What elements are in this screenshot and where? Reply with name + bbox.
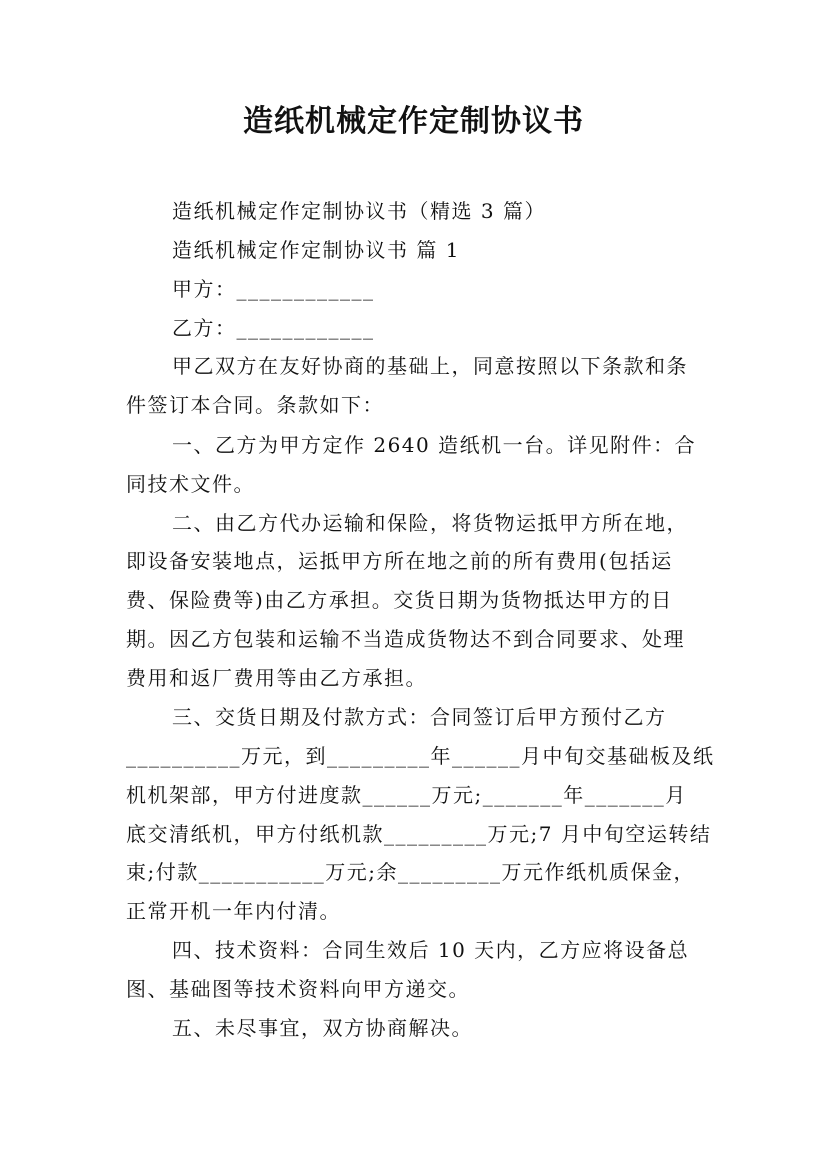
paragraph-line: 正常开机一年内付清。 (126, 899, 341, 923)
paragraph-line: 图、基础图等技术资料向甲方递交。 (126, 977, 470, 1001)
paragraph-line: 同技术文件。 (126, 472, 255, 496)
paragraph-line: 即设备安装地点，运抵甲方所在地之前的所有费用(包括运 (126, 549, 673, 573)
paragraph-line: 束;付款___________万元;余_________万元作纸机质保金， (126, 860, 695, 884)
document-title: 造纸机械定作定制协议书 (243, 104, 584, 139)
paragraph-line: 费、保险费等)由乙方承担。交货日期为货物抵达甲方的日 (126, 588, 673, 612)
subtitle-line: 造纸机械定作定制协议书（精选 3 篇） (172, 199, 546, 223)
paragraph-line: 甲乙双方在友好协商的基础上，同意按照以下条款和条 (172, 354, 688, 378)
paragraph-line: 底交清纸机，甲方付纸机款_________万元;7 月中旬空运转结 (126, 822, 712, 846)
section-heading: 造纸机械定作定制协议书 篇 1 (172, 238, 460, 262)
paragraph-line: 一、乙方为甲方定作 2640 造纸机一台。详见附件：合 (172, 433, 697, 457)
paragraph-line: 二、由乙方代办运输和保险，将货物运抵甲方所在地， (172, 511, 688, 535)
paragraph-line: 五、未尽事宜，双方协商解决。 (172, 1016, 473, 1040)
paragraph-line: 三、交货日期及付款方式：合同签订后甲方预付乙方 (172, 705, 667, 729)
paragraph-line: 机机架部，甲方付进度款______万元;_______年_______月 (126, 783, 687, 807)
paragraph-line: 费用和返厂费用等由乙方承担。 (126, 666, 427, 690)
paragraph-line: 件签订本合同。条款如下： (126, 393, 384, 417)
party-b-line: 乙方：____________ (172, 316, 375, 340)
paragraph-line: 期。因乙方包装和运输不当造成货物达不到合同要求、处理 (126, 627, 685, 651)
paragraph-line: __________万元，到_________年______月中旬交基础板及纸 (126, 744, 715, 768)
paragraph-line: 四、技术资料：合同生效后 10 天内，乙方应将设备总 (172, 938, 690, 962)
party-a-line: 甲方：____________ (172, 277, 375, 301)
